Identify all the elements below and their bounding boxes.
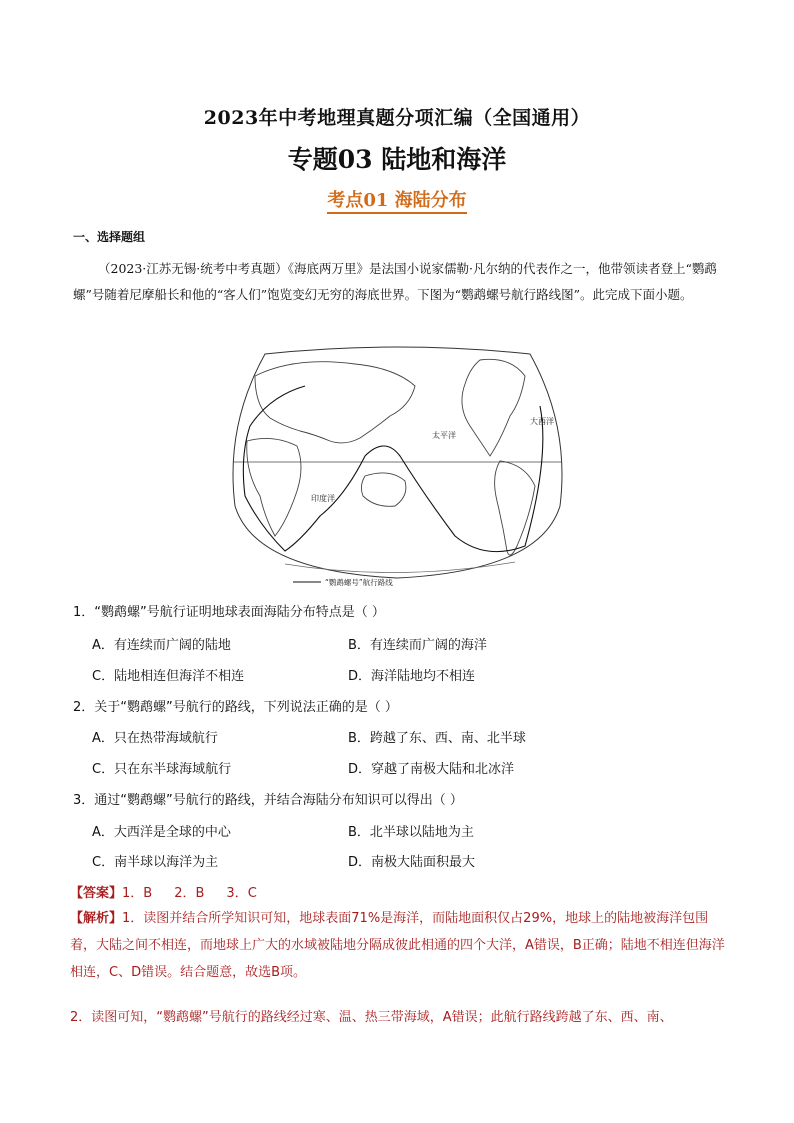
q1-option-c[interactable]: C．陆地相连但海洋不相连 (92, 669, 245, 684)
title-point-text: 考点01 海陆分布 (327, 190, 466, 214)
intro-paragraph: （2023·江苏无锡·统考中考真题）《海底两万里》是法国小说家儒勒·凡尔纳的代表作之一，他带领读者登上“鹦鹉螺”号随着尼摩船长和他的“客人们”饱览变幻无穷的海底世界。下图为“鹦鹉螺号航行路线图”。此完成下面小题。 (73, 261, 717, 302)
title-point (0, 186, 794, 212)
section-label: 一、选择题组 (73, 230, 146, 244)
q1-option-b[interactable]: B．有连续而广阔的海洋 (348, 638, 487, 653)
q2-option-a[interactable]: A．只在热带海域航行 (92, 731, 218, 746)
route-map (225, 346, 570, 591)
q1-option-a[interactable]: A．有连续而广阔的陆地 (92, 638, 231, 653)
question-1-stem: 1．“鹦鹉螺”号航行证明地球表面海陆分布特点是（ ） (73, 605, 385, 620)
north-america-shape (462, 359, 525, 456)
label-indian: 印度洋 (311, 494, 335, 503)
route-line (243, 386, 543, 552)
answer-2: 2．B (174, 886, 205, 901)
answer-label: 【答案】 (70, 886, 123, 901)
answer-line (70, 882, 257, 901)
antarctica-shape (285, 562, 515, 573)
legend-text: “鹦鹉螺号”航行路线 (325, 578, 393, 587)
q3-option-b[interactable]: B．北半球以陆地为主 (348, 825, 474, 840)
map-outline (233, 347, 562, 578)
australia-shape (361, 473, 405, 506)
label-atlantic: 大西洋 (530, 417, 554, 426)
question-2-stem: 2．关于“鹦鹉螺”号航行的路线，下列说法正确的是（ ） (73, 700, 398, 715)
q1-option-d[interactable]: D．海洋陆地均不相连 (348, 669, 476, 684)
q3-option-a[interactable]: A．大西洋是全球的中心 (92, 825, 231, 840)
q3-option-d[interactable]: D．南极大陆面积最大 (348, 855, 476, 870)
eurasia-shape (255, 362, 415, 443)
question-3-stem: 3．通过“鹦鹉螺”号航行的路线，并结合海陆分布知识可以得出（ ） (73, 793, 463, 808)
answer-1: 1．B (122, 886, 153, 901)
south-america-shape (495, 461, 535, 555)
label-pacific: 太平洋 (432, 431, 456, 440)
title-topic: 专题03 陆地和海洋 (287, 145, 507, 174)
analysis-block (70, 905, 725, 986)
q2-option-d[interactable]: D．穿越了南极大陆和北冰洋 (348, 762, 515, 777)
q2-option-c[interactable]: C．只在东半球海域航行 (92, 762, 232, 777)
answer-3: 3．C (226, 886, 257, 901)
analysis-paragraph-2: 2．读图可知，“鹦鹉螺”号航行的路线经过寒、温、热三带海域，A错误；此航行路线跨越了东、西、南、 (70, 1010, 673, 1025)
analysis-label: 【解析】 (70, 911, 123, 926)
q2-option-b[interactable]: B．跨越了东、西、南、北半球 (348, 731, 526, 746)
q3-option-c[interactable]: C．南半球以海洋为主 (92, 855, 219, 870)
africa-shape (247, 438, 301, 536)
analysis-paragraph-1: 1．读图并结合所学知识可知，地球表面71%是海洋，而陆地面积仅占29%，地球上的陆地被海洋包围着，大陆之间不相连，而地球上广大的水域被陆地分隔成彼此相通的四个大洋，A错误，B正确；陆地不相连但海洋相连，C、D错误。结合题意，故选B项。 (70, 911, 725, 980)
title-main: 2023年中考地理真题分项汇编（全国通用） (203, 107, 591, 129)
